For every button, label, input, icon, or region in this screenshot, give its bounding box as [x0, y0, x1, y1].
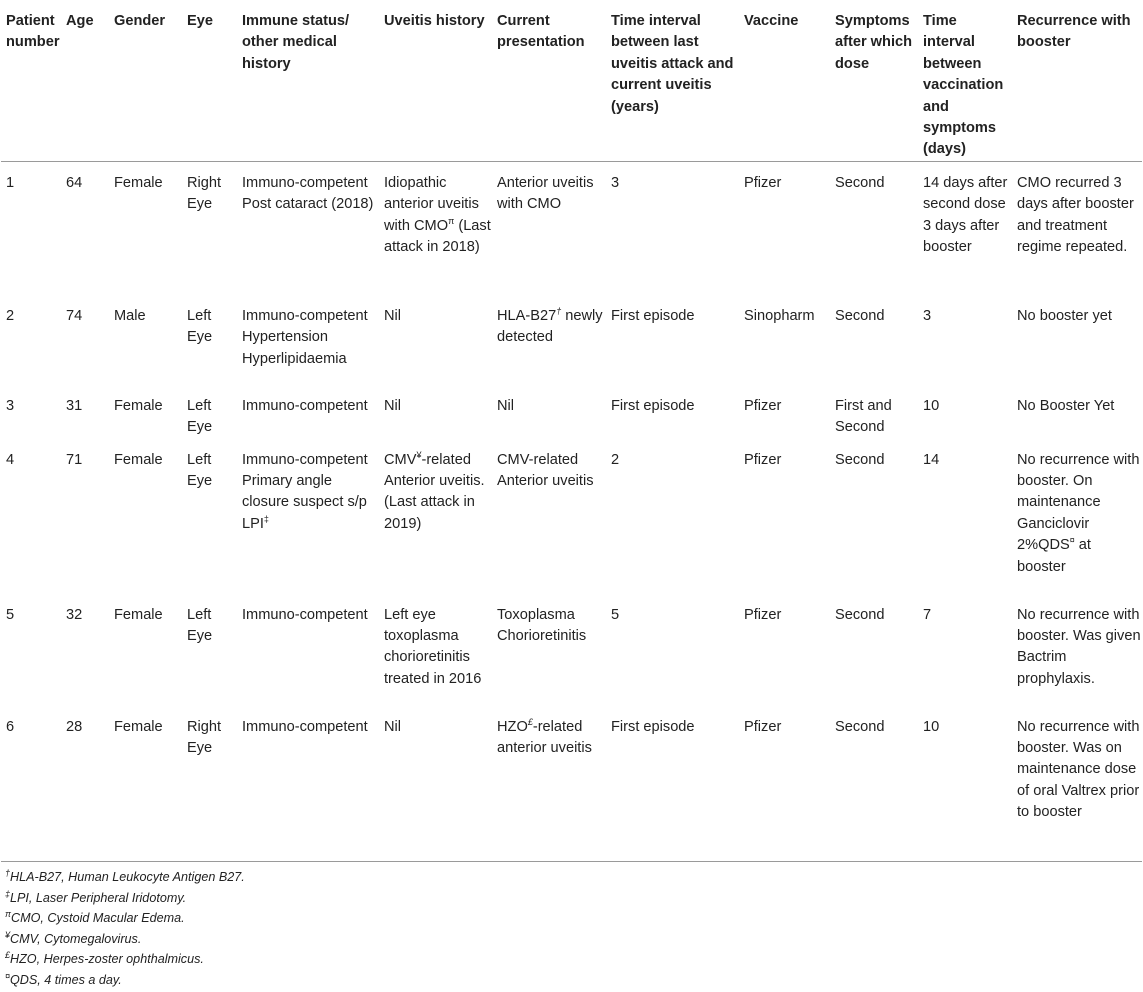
cell-dose: First and Second [835, 397, 892, 436]
cell-vaccine: Pfizer [744, 606, 782, 623]
cell-immune: Immuno-competent [242, 718, 368, 735]
col-header-uveitis-history: Uveitis history [384, 13, 485, 29]
cell-immune: Immuno-competent [242, 606, 368, 623]
cell-days: 7 [923, 606, 932, 623]
cell-age: 32 [66, 606, 83, 623]
footnote-text: LPI, Laser Peripheral Iridotomy. [10, 890, 187, 905]
footnote-text: HLA-B27, Human Leukocyte Antigen B27. [10, 870, 245, 884]
cell-age: 64 [66, 174, 83, 191]
patient-table [1, 0, 1142, 862]
cell-history [379, 439, 492, 594]
cell-gender: Female [114, 718, 163, 735]
cell-days: 14 [923, 451, 940, 468]
cell-recurrence: No Booster Yet [1017, 397, 1115, 414]
cell-presentation: Nil [497, 397, 515, 414]
cell-recurrence: No recurrence with booster. Was given Bactrim prophylaxis. [1017, 606, 1141, 687]
cell-interval: First episode [611, 307, 695, 324]
footnote-text: HZO, Herpes-zoster ophthalmicus. [10, 952, 204, 967]
cell-age: 31 [66, 397, 83, 414]
cell-dose: Second [835, 307, 885, 324]
cell-immune: Immuno-competent Post cataract (2018) [242, 174, 374, 213]
history-text: CMV [384, 451, 417, 468]
cell-patient: 6 [6, 718, 15, 735]
col-header-symptoms-dose: Symptoms after which dose [835, 13, 913, 72]
cell-dose: Second [835, 174, 885, 191]
footnote-symbol: £ [5, 950, 11, 961]
recurrence-text: No recurrence with booster. On maintenance Ganciclovir 2%QDS [1017, 451, 1140, 554]
cell-gender: Female [114, 397, 163, 414]
footnote-symbol: ¥ [5, 929, 11, 940]
col-header-gender: Gender [114, 13, 166, 29]
table-row [1, 295, 1142, 385]
cell-eye: Left Eye [187, 606, 213, 645]
recurrence-text-cont: at booster [1017, 537, 1091, 575]
cell-recurrence: CMO recurred 3 days after booster and treatment regime repeated. [1017, 174, 1134, 256]
col-header-time-interval-vaccination: Time interval between vaccination and symptoms (days) [923, 13, 1004, 158]
presentation-text: HZO [497, 718, 528, 735]
cell-eye: Right Eye [187, 174, 222, 213]
cell-history [379, 161, 492, 295]
cell-history: Nil [384, 397, 402, 414]
footnote [5, 929, 245, 950]
cell-gender: Male [114, 307, 146, 324]
footnote-symbol: † [5, 867, 11, 878]
cell-dose: Second [835, 606, 885, 623]
cell-interval: 3 [611, 174, 620, 191]
cell-patient: 5 [6, 606, 15, 623]
table-row [1, 706, 1142, 862]
footnote-text: QDS, 4 times a day. [10, 972, 122, 987]
cell-days: 3 [923, 307, 932, 324]
cell-gender: Female [114, 451, 163, 468]
cell-gender: Female [114, 606, 163, 623]
footnote-marker: ¥ [416, 449, 422, 460]
cell-patient: 1 [6, 174, 15, 191]
header-row [1, 0, 1142, 161]
table-row [1, 594, 1142, 706]
footnote-symbol: ¤ [5, 970, 11, 981]
cell-presentation: CMV-related Anterior uveitis [497, 451, 594, 490]
cell-days: 10 [923, 718, 940, 735]
cell-days: 14 days after second dose 3 days after booster [923, 174, 1008, 256]
footnote [5, 888, 245, 909]
cell-days: 10 [923, 397, 940, 414]
cell-dose: Second [835, 451, 885, 468]
col-header-current-presentation: Current presentation [497, 13, 585, 51]
cell-gender: Female [114, 174, 163, 191]
cell-interval: First episode [611, 397, 695, 414]
footnotes [5, 867, 245, 991]
history-text-cont: (Last attack in 2018) [384, 217, 491, 256]
footnote [5, 908, 245, 929]
col-header-vaccine: Vaccine [744, 13, 799, 29]
footnote [5, 867, 245, 888]
footnote-marker: ¤ [1069, 535, 1075, 546]
presentation-text: HLA-B27 [497, 307, 557, 324]
cell-vaccine: Pfizer [744, 718, 782, 735]
cell-interval: 2 [611, 451, 620, 468]
cell-recurrence: No booster yet [1017, 307, 1112, 324]
cell-eye: Left Eye [187, 451, 213, 490]
footnote-symbol: ‡ [5, 888, 11, 899]
footnote-marker: † [556, 305, 562, 316]
presentation-text-cont: newly detected [497, 307, 603, 346]
col-header-time-interval-attack: Time interval between last uveitis attack and current uveitis (years) [611, 13, 734, 115]
table-row [1, 161, 1142, 295]
cell-patient: 3 [6, 397, 15, 414]
cell-dose: Second [835, 718, 885, 735]
cell-interval: 5 [611, 606, 620, 623]
cell-immune [237, 439, 379, 594]
cell-history: Left eye toxoplasma chorioretinitis treated in 2016 [384, 606, 482, 687]
cell-vaccine: Pfizer [744, 174, 782, 191]
cell-presentation [492, 295, 606, 385]
footnote-text: CMV, Cytomegalovirus. [10, 931, 142, 946]
cell-immune: Immuno-competent [242, 397, 368, 414]
cell-eye: Left Eye [187, 307, 213, 346]
cell-history: Nil [384, 718, 402, 735]
cell-patient: 4 [6, 451, 15, 468]
footnote [5, 970, 245, 991]
table-row [1, 385, 1142, 439]
col-header-patient-number: Patient number [6, 13, 60, 51]
cell-recurrence: No recurrence with booster. Was on maintenance dose of oral Valtrex prior to booster [1017, 718, 1140, 821]
immune-text: Immuno-competent Primary angle closure suspect s/p LPI [242, 451, 368, 532]
col-header-immune-status: Immune status/ other medical history [242, 13, 350, 72]
footnote-text: CMO, Cystoid Macular Edema. [11, 911, 185, 926]
cell-interval: First episode [611, 718, 695, 735]
cell-history: Nil [384, 307, 402, 324]
cell-presentation: Anterior uveitis with CMO [497, 174, 594, 213]
col-header-recurrence: Recurrence with booster [1017, 13, 1131, 51]
footnote-symbol: π [5, 909, 12, 919]
cell-vaccine: Pfizer [744, 451, 782, 468]
cell-vaccine: Sinopharm [744, 307, 815, 324]
presentation-text-cont: -related anterior uveitis [497, 718, 592, 757]
col-header-age: Age [66, 13, 94, 29]
col-header-eye: Eye [187, 13, 213, 29]
footnote [5, 949, 245, 970]
footnote-marker: π [448, 215, 455, 226]
history-text: Idiopathic anterior uveitis with CMO [384, 174, 479, 234]
cell-patient: 2 [6, 307, 15, 324]
table-row [1, 439, 1142, 594]
history-text-cont: -related Anterior uveitis. (Last attack in 2019) [384, 451, 485, 532]
cell-eye: Right Eye [187, 718, 222, 757]
cell-recurrence [1012, 439, 1142, 594]
footnote-marker: £ [527, 716, 533, 727]
cell-age: 74 [66, 307, 83, 324]
cell-age: 28 [66, 718, 83, 735]
footnote-marker: ‡ [263, 514, 269, 525]
cell-presentation: Toxoplasma Chorioretinitis [497, 606, 587, 645]
cell-presentation [492, 706, 606, 862]
cell-immune: Immuno-competent Hypertension Hyperlipidaemia [242, 307, 368, 367]
cell-age: 71 [66, 451, 83, 468]
cell-eye: Left Eye [187, 397, 213, 436]
cell-vaccine: Pfizer [744, 397, 782, 414]
